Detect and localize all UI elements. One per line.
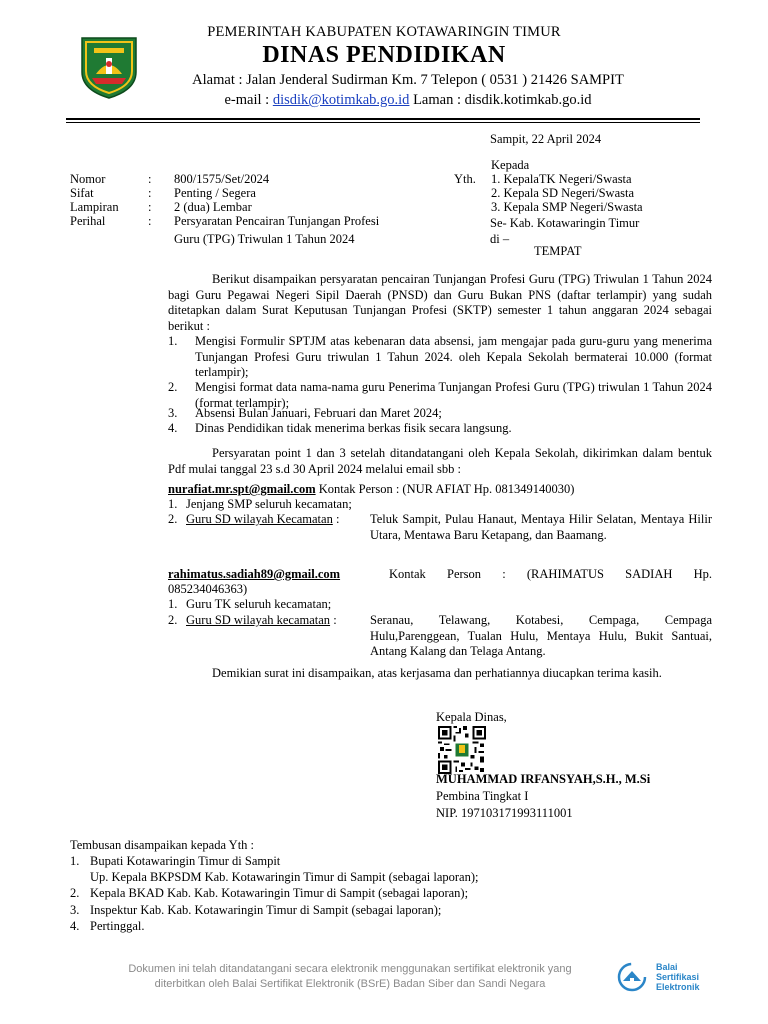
requirement-item: Mengisi format data nama-nama guru Penerima Tunjangan Profesi Guru (TPG) triwulan 1 Tahun 2024 (format terlampir); [195, 380, 712, 410]
bsre-wordmark [656, 962, 700, 992]
recipient-yth: Yth. [454, 172, 476, 186]
list-number: 3. [168, 406, 178, 420]
colon: : [148, 214, 152, 228]
bsre-logo-icon [612, 962, 652, 992]
cc-item: Pertinggal. [90, 919, 145, 933]
colon: : [148, 186, 152, 200]
letterhead-rule-thin [66, 122, 700, 123]
contact2-person: Kontak Person : (RAHIMATUS SADIAH Hp. [389, 567, 712, 581]
bsre-word: Elektronik [656, 982, 700, 992]
letter-date: Sampit, 22 April 2024 [490, 132, 602, 146]
contact1-areas: Teluk Sampit, Pulau Hanaut, Mentaya Hilir Selatan, Mentaya Hilir Utara, Mentawa Baru Ketapang, dan Baamang. [370, 512, 712, 542]
requirement-item: Dinas Pendidikan tidak menerima berkas fisik secara langsung. [195, 421, 512, 435]
list-number: 1. [168, 497, 178, 511]
email-prefix: e-mail : [224, 92, 273, 108]
nomor-value: 800/1575/Set/2024 [174, 172, 270, 186]
office-address: Alamat : Jalan Jenderal Sudirman Km. 7 Telepon ( 0531 ) 21426 SAMPIT [192, 72, 624, 88]
contact-line [0, 92, 768, 109]
closing-paragraph: Demikian surat ini disampaikan, atas kerjasama dan perhatiannya diucapkan terima kasih. [212, 666, 662, 680]
list-number: 2. [168, 380, 178, 394]
cc-item: Up. Kepala BKPSDM Kab. Kotawaringin Timur di Sampit (sebagai laporan); [90, 870, 479, 884]
contact2-email[interactable]: rahimatus.sadiah89@gmail.com [168, 567, 341, 581]
nomor-label: Nomor [70, 172, 106, 186]
bsre-word: Balai [656, 962, 678, 972]
perihal-value-line2: Guru (TPG) Triwulan 1 Tahun 2024 [174, 232, 355, 246]
lampiran-value: 2 (dua) Lembar [174, 200, 252, 214]
contact2-scope-2-label [186, 613, 337, 628]
signatory-nip: NIP. 197103171993111001 [436, 806, 573, 820]
requirement-item: Absensi Bulan Januari, Februari dan Maret 2024; [195, 406, 442, 420]
list-number: 3. [70, 903, 80, 917]
contact2-phone: 085234046363) [168, 582, 248, 596]
cc-heading: Tembusan disampaikan kepada Yth : [70, 838, 255, 852]
cc-item: Inspektur Kab. Kab. Kotawaringin Timur di Sampit (sebagai laporan); [90, 903, 442, 917]
perihal-value-line1: Persyaratan Pencairan Tunjangan Profesi [174, 214, 380, 228]
recipient-line: 1. KepalaTK Negeri/Swasta [491, 172, 632, 186]
list-number: 2. [168, 613, 178, 627]
list-number: 1. [168, 597, 178, 611]
contact1-email-link[interactable]: nurafiat.mr.spt@gmail.com [168, 482, 316, 496]
bsre-word: Sertifikasi [656, 972, 700, 982]
lampiran-label: Lampiran [70, 200, 119, 214]
e-signature-notice [80, 962, 620, 992]
submission-paragraph: Persyaratan point 1 dan 3 setelah ditandatangani oleh Kepala Sekolah, dikirimkan dalam bentuk Pdf mulai tanggal 23 s.d 30 April 2024 melalui email sbb : [168, 446, 712, 476]
contact1-person: Kontak Person : (NUR AFIAT Hp. 081349140030) [315, 482, 575, 496]
government-name: PEMERINTAH KABUPATEN KOTAWARINGIN TIMUR [207, 24, 561, 40]
intro-paragraph: Berikut disampaikan persyaratan pencairan Tunjangan Profesi Guru (TPG) Triwulan 1 Tahun 2024 bagi Guru Pegawai Negeri Sipil Daerah (PNSD) dan Guru Bukan PNS (daftar terlampir) yang sudah ditetapkan dalam Surat Keputusan Tunjangan Profesi (SKTP) semester 1 tahun anggaran 2024 sebagai berikut : [168, 272, 712, 333]
signatory-name: MUHAMMAD IRFANSYAH,S.H., M.Si [436, 772, 651, 786]
list-number: 1. [70, 854, 80, 868]
signatory-rank: Pembina Tingkat I [436, 789, 529, 803]
sifat-value: Penting / Segera [174, 186, 256, 200]
list-number: 1. [168, 334, 178, 348]
contact1-line [168, 482, 574, 497]
e-signature-notice-line1: Dokumen ini telah ditandatangani secara elektronik menggunakan sertifikat elektronik yang [128, 963, 572, 975]
website-text: Laman : disdik.kotimkab.go.id [409, 92, 592, 108]
contact1-scope-2-label [186, 512, 339, 527]
cc-item: Bupati Kotawaringin Timur di Sampit [90, 854, 281, 868]
list-number: 2. [70, 886, 80, 900]
colon: : [148, 200, 152, 214]
qr-code-icon [438, 726, 486, 774]
colon: : [332, 512, 340, 526]
colon: : [148, 172, 152, 186]
colon: : [330, 613, 337, 627]
perihal-label: Perihal [70, 214, 106, 228]
contact2-scope-1: Guru TK seluruh kecamatan; [186, 597, 332, 611]
recipient-di: di – [490, 232, 510, 246]
contact2-areas: Seranau, Telawang, Kotabesi, Cempaga, Cempaga Hulu,Parenggean, Tualan Hulu, Mentaya Hulu, Bukit Santuai, Antang Kalang dan Telaga Antang. [370, 613, 712, 658]
list-number: 4. [168, 421, 178, 435]
signature-title: Kepala Dinas, [436, 710, 507, 724]
recipient-kepada: Kepada [491, 158, 530, 172]
list-number: 4. [70, 919, 80, 933]
contact1-scope-2-text: Guru SD wilayah Kecamatan [186, 512, 333, 526]
list-number: 2. [168, 512, 178, 526]
recipient-line: 3. Kepala SMP Negeri/Swasta [491, 200, 643, 214]
office-email-link[interactable]: disdik@kotimkab.go.id [272, 92, 410, 108]
contact2-scope-2-text: Guru SD wilayah kecamatan [186, 613, 331, 627]
recipient-tempat: TEMPAT [534, 244, 582, 258]
department-name: DINAS PENDIDIKAN [262, 42, 506, 68]
recipient-region: Se- Kab. Kotawaringin Timur [490, 216, 640, 230]
letterhead-rule-thick [66, 118, 700, 120]
requirement-item: Mengisi Formulir SPTJM atas kebenaran data absensi, jam mengajar pada guru-guru yang menerima Tunjangan Profesi Guru triwulan 1 Tahun 2024. oleh Kepala Sekolah bermaterai 10.000 (format terlampir); [195, 334, 712, 379]
contact2-email-link[interactable] [168, 567, 340, 582]
contact1-scope-1: Jenjang SMP seluruh kecamatan; [186, 497, 352, 511]
sifat-label: Sifat [70, 186, 94, 200]
e-signature-notice-line2: diterbitkan oleh Balai Sertifikat Elektronik (BSrE) Badan Siber dan Sandi Negara [154, 978, 546, 990]
recipient-line: 2. Kepala SD Negeri/Swasta [491, 186, 635, 200]
cc-item: Kepala BKAD Kab. Kab. Kotawaringin Timur di Sampit (sebagai laporan); [90, 886, 469, 900]
